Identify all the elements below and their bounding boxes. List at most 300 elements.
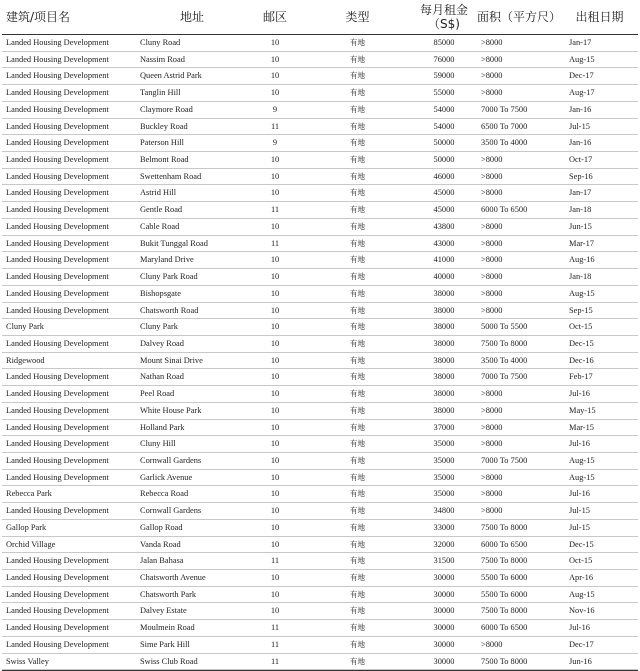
cell-district: 10	[270, 539, 280, 549]
cell-address: Tanglin Hill	[140, 88, 181, 98]
cell-type: 有地	[349, 539, 366, 549]
cell-type: 有地	[349, 188, 366, 198]
table-body	[2, 35, 638, 670]
cell-type: 有地	[349, 389, 366, 399]
cell-area: 3500 To 4000	[481, 355, 528, 365]
table-row	[2, 118, 638, 135]
cell-lease-date: Jan-18	[569, 205, 592, 215]
cell-monthly-rent: 30000	[433, 639, 455, 649]
cell-type: 有地	[349, 104, 366, 114]
cell-district: 10	[270, 188, 280, 198]
cell-district: 9	[272, 104, 278, 114]
cell-lease-date: Sep-15	[569, 305, 593, 315]
cell-district: 10	[270, 221, 280, 231]
cell-district: 10	[270, 322, 280, 332]
cell-type: 有地	[349, 205, 366, 215]
cell-lease-date: Dec-17	[569, 71, 594, 81]
cell-project-name: Landed Housing Development	[6, 255, 109, 265]
cell-district: 10	[270, 38, 280, 47]
cell-address: Cluny Park Road	[140, 272, 198, 282]
cell-lease-date: Dec-16	[569, 355, 594, 365]
cell-address: Buckley Road	[140, 121, 188, 131]
cell-monthly-rent: 30000	[433, 623, 455, 633]
cell-address: Peel Road	[140, 389, 175, 399]
cell-area: 3500 To 4000	[481, 138, 528, 148]
table-row	[2, 168, 638, 185]
cell-lease-date: Dec-15	[569, 338, 594, 348]
cell-address: Mount Sinai Drive	[140, 355, 203, 365]
cell-address: Swettenham Road	[140, 171, 202, 181]
cell-district: 11	[270, 639, 280, 649]
table-row	[2, 620, 638, 637]
cell-district: 10	[270, 389, 280, 399]
cell-monthly-rent: 32000	[433, 539, 455, 549]
cell-area: >8000	[481, 54, 503, 64]
cell-project-name: Landed Housing Development	[6, 405, 109, 415]
cell-lease-date: Jan-16	[569, 104, 592, 114]
cell-address: Sime Park Hill	[140, 639, 190, 649]
cell-lease-date: Aug-15	[569, 54, 595, 64]
cell-district: 10	[270, 589, 280, 599]
cell-monthly-rent: 30000	[433, 606, 455, 616]
cell-type: 有地	[349, 272, 366, 282]
cell-project-name: Landed Housing Development	[6, 171, 109, 181]
cell-type: 有地	[349, 405, 366, 415]
table-row	[2, 570, 638, 587]
cell-address: Paterson Hill	[140, 138, 184, 148]
table-row	[2, 436, 638, 453]
cell-monthly-rent: 54000	[433, 121, 455, 131]
cell-address: Swiss Club Road	[140, 656, 198, 666]
cell-area: >8000	[481, 171, 503, 181]
table-row	[2, 586, 638, 603]
cell-lease-date: Oct-15	[569, 322, 593, 332]
cell-lease-date: Jan-17	[569, 38, 592, 47]
cell-address: Cable Road	[140, 221, 180, 231]
cell-monthly-rent: 50000	[433, 138, 455, 148]
cell-area: >8000	[481, 422, 503, 432]
cell-district: 9	[272, 138, 278, 148]
cell-address: White House Park	[140, 405, 202, 415]
table-row	[2, 486, 638, 503]
table-row	[2, 503, 638, 520]
cell-area: 6000 To 6500	[481, 539, 528, 549]
cell-address: Cluny Park	[140, 322, 178, 332]
table-row	[2, 335, 638, 352]
table-row	[2, 152, 638, 169]
cell-project-name: Cluny Park	[6, 322, 44, 332]
cell-district: 10	[270, 573, 280, 582]
cell-district: 10	[270, 272, 280, 282]
cell-monthly-rent: 38000	[433, 288, 455, 298]
table-row	[2, 452, 638, 469]
header-monthly-rent: 每月租金（S$)	[411, 0, 477, 35]
cell-lease-date: Apr-16	[569, 573, 594, 582]
cell-address: Cluny Road	[140, 38, 181, 47]
table-row	[2, 553, 638, 570]
cell-project-name: Landed Housing Development	[6, 288, 109, 298]
cell-district: 10	[270, 171, 280, 181]
header-project-name: 建筑/项目名	[2, 0, 138, 35]
cell-project-name: Landed Housing Development	[6, 88, 109, 98]
cell-type: 有地	[349, 422, 366, 432]
cell-lease-date: Jan-18	[569, 272, 592, 282]
cell-area: 7000 To 7500	[481, 455, 528, 465]
cell-area: >8000	[481, 489, 503, 499]
cell-address: Gallop Road	[140, 522, 183, 532]
cell-lease-date: Jul-16	[569, 489, 590, 499]
cell-monthly-rent: 38000	[433, 372, 455, 382]
cell-project-name: Landed Housing Development	[6, 623, 109, 633]
cell-monthly-rent: 37000	[433, 422, 455, 432]
cell-type: 有地	[349, 472, 366, 482]
cell-area: 7500 To 8000	[481, 338, 528, 348]
cell-area: >8000	[481, 506, 503, 516]
cell-monthly-rent: 30000	[433, 573, 455, 582]
table-row	[2, 536, 638, 553]
table-row	[2, 402, 638, 419]
cell-district: 10	[270, 439, 280, 449]
header-address: 地址	[138, 0, 246, 35]
cell-monthly-rent: 30000	[433, 656, 455, 666]
cell-lease-date: Jul-15	[569, 506, 590, 516]
cell-address: Dalvey Road	[140, 338, 184, 348]
cell-type: 有地	[349, 573, 366, 582]
cell-area: >8000	[481, 188, 503, 198]
cell-area: 5000 To 5500	[481, 322, 528, 332]
cell-monthly-rent: 35000	[433, 439, 455, 449]
cell-address: Chatsworth Road	[140, 305, 199, 315]
cell-project-name: Landed Housing Development	[6, 238, 109, 248]
cell-type: 有地	[349, 38, 366, 47]
cell-district: 10	[270, 472, 280, 482]
cell-area: >8000	[481, 639, 503, 649]
cell-type: 有地	[349, 489, 366, 499]
cell-address: Bukit Tunggal Road	[140, 238, 208, 248]
cell-type: 有地	[349, 238, 366, 248]
cell-project-name: Landed Housing Development	[6, 439, 109, 449]
table-row	[2, 285, 638, 302]
cell-monthly-rent: 50000	[433, 155, 455, 165]
cell-project-name: Gallop Park	[6, 522, 47, 532]
cell-lease-date: Jul-16	[569, 389, 590, 399]
cell-lease-date: Sep-16	[569, 171, 593, 181]
cell-project-name: Landed Housing Development	[6, 455, 109, 465]
cell-district: 10	[270, 455, 280, 465]
cell-district: 10	[270, 372, 280, 382]
cell-type: 有地	[349, 372, 366, 382]
cell-district: 10	[270, 255, 280, 265]
cell-lease-date: Jun-16	[569, 656, 592, 666]
cell-address: Jalan Bahasa	[140, 556, 184, 566]
cell-type: 有地	[349, 155, 366, 165]
cell-project-name: Landed Housing Development	[6, 372, 109, 382]
cell-area: 7500 To 8000	[481, 522, 528, 532]
cell-project-name: Landed Housing Development	[6, 155, 109, 165]
cell-district: 10	[270, 489, 280, 499]
cell-lease-date: Aug-15	[569, 455, 595, 465]
cell-project-name: Landed Housing Development	[6, 138, 109, 148]
cell-project-name: Rebecca Park	[6, 489, 52, 499]
cell-area: 7500 To 8000	[481, 656, 528, 666]
cell-address: Dalvey Estate	[140, 606, 187, 616]
cell-monthly-rent: 59000	[433, 71, 455, 81]
cell-lease-date: Jan-16	[569, 138, 592, 148]
table-row	[2, 603, 638, 620]
cell-district: 11	[270, 238, 280, 248]
table-row	[2, 85, 638, 102]
cell-area: >8000	[481, 88, 503, 98]
cell-monthly-rent: 35000	[433, 472, 455, 482]
cell-lease-date: Aug-17	[569, 88, 595, 98]
cell-project-name: Landed Housing Development	[6, 71, 109, 81]
cell-project-name: Landed Housing Development	[6, 606, 109, 616]
cell-type: 有地	[349, 88, 366, 98]
cell-area: 6500 To 7000	[481, 121, 528, 131]
cell-monthly-rent: 34800	[433, 506, 455, 516]
cell-lease-date: Dec-17	[569, 639, 594, 649]
cell-address: Garlick Avenue	[140, 472, 193, 482]
cell-address: Astrid Hill	[140, 188, 177, 198]
table-row	[2, 469, 638, 486]
cell-district: 11	[270, 623, 280, 633]
cell-type: 有地	[349, 305, 366, 315]
table-row	[2, 369, 638, 386]
cell-monthly-rent: 38000	[433, 305, 455, 315]
cell-project-name: Landed Housing Development	[6, 305, 109, 315]
cell-type: 有地	[349, 221, 366, 231]
cell-type: 有地	[349, 54, 366, 64]
cell-address: Cornwall Gardens	[140, 506, 202, 516]
cell-area: >8000	[481, 305, 503, 315]
cell-monthly-rent: 45000	[433, 205, 455, 215]
table-row	[2, 352, 638, 369]
cell-address: Holland Park	[140, 422, 185, 432]
cell-project-name: Swiss Valley	[6, 656, 49, 666]
cell-monthly-rent: 40000	[433, 272, 455, 282]
cell-project-name: Landed Housing Development	[6, 272, 109, 282]
cell-district: 10	[270, 522, 280, 532]
cell-area: >8000	[481, 439, 503, 449]
header-area: 面积（平方尺）	[477, 0, 561, 35]
cell-type: 有地	[349, 338, 366, 348]
cell-district: 11	[270, 656, 280, 666]
cell-district: 10	[270, 54, 280, 64]
cell-lease-date: Aug-15	[569, 589, 595, 599]
table-row	[2, 51, 638, 68]
cell-area: >8000	[481, 472, 503, 482]
cell-monthly-rent: 54000	[433, 104, 455, 114]
cell-address: Vanda Road	[140, 539, 181, 549]
cell-district: 10	[270, 88, 280, 98]
cell-type: 有地	[349, 639, 366, 649]
cell-district: 11	[270, 205, 280, 215]
cell-district: 10	[270, 506, 280, 516]
cell-area: >8000	[481, 155, 503, 165]
cell-monthly-rent: 45000	[433, 188, 455, 198]
cell-type: 有地	[349, 522, 366, 532]
cell-project-name: Landed Housing Development	[6, 639, 109, 649]
cell-area: 5500 To 6000	[481, 589, 528, 599]
cell-project-name: Ridgewood	[6, 355, 45, 365]
cell-project-name: Landed Housing Development	[6, 589, 109, 599]
cell-area: 6000 To 6500	[481, 623, 528, 633]
cell-area: 7000 To 7500	[481, 104, 528, 114]
cell-lease-date: Oct-17	[569, 155, 593, 165]
cell-lease-date: Jun-15	[569, 221, 592, 231]
cell-district: 10	[270, 71, 280, 81]
cell-project-name: Landed Housing Development	[6, 506, 109, 516]
cell-monthly-rent: 30000	[433, 589, 455, 599]
cell-monthly-rent: 43800	[433, 221, 455, 231]
cell-type: 有地	[349, 606, 366, 616]
cell-district: 10	[270, 305, 280, 315]
cell-type: 有地	[349, 121, 366, 131]
cell-district: 10	[270, 288, 280, 298]
cell-monthly-rent: 38000	[433, 389, 455, 399]
cell-lease-date: Jul-15	[569, 522, 590, 532]
cell-lease-date: Dec-15	[569, 539, 594, 549]
cell-area: >8000	[481, 272, 503, 282]
cell-monthly-rent: 35000	[433, 489, 455, 499]
cell-monthly-rent: 31500	[433, 556, 455, 566]
cell-address: Cluny Hill	[140, 439, 176, 449]
table-row	[2, 269, 638, 286]
table-row	[2, 252, 638, 269]
cell-area: >8000	[481, 221, 503, 231]
cell-monthly-rent: 76000	[433, 54, 455, 64]
cell-address: Nathan Road	[140, 372, 184, 382]
cell-project-name: Landed Housing Development	[6, 104, 109, 114]
cell-address: Cornwall Gardens	[140, 455, 202, 465]
table-row	[2, 636, 638, 653]
cell-type: 有地	[349, 439, 366, 449]
cell-lease-date: May-15	[569, 405, 596, 415]
cell-lease-date: Mar-17	[569, 238, 594, 248]
cell-district: 10	[270, 405, 280, 415]
table-row	[2, 101, 638, 118]
cell-lease-date: Oct-15	[569, 556, 593, 566]
table-row	[2, 653, 638, 670]
cell-area: >8000	[481, 288, 503, 298]
table-row	[2, 35, 638, 52]
cell-project-name: Landed Housing Development	[6, 188, 109, 198]
cell-project-name: Landed Housing Development	[6, 556, 109, 566]
cell-monthly-rent: 85000	[433, 38, 455, 47]
cell-project-name: Landed Housing Development	[6, 573, 109, 582]
cell-area: 7500 To 8000	[481, 606, 528, 616]
cell-area: >8000	[481, 405, 503, 415]
cell-type: 有地	[349, 288, 366, 298]
table-row	[2, 218, 638, 235]
cell-lease-date: Aug-16	[569, 255, 595, 265]
cell-monthly-rent: 41000	[433, 255, 455, 265]
cell-monthly-rent: 38000	[433, 322, 455, 332]
cell-address: Claymore Road	[140, 104, 193, 114]
table-row	[2, 319, 638, 336]
cell-district: 10	[270, 355, 280, 365]
cell-monthly-rent: 38000	[433, 355, 455, 365]
cell-type: 有地	[349, 455, 366, 465]
cell-address: Gentle Road	[140, 205, 183, 215]
cell-project-name: Landed Housing Development	[6, 422, 109, 432]
cell-address: Bishopsgate	[140, 288, 181, 298]
cell-district: 10	[270, 606, 280, 616]
header-type: 类型	[304, 0, 411, 35]
cell-type: 有地	[349, 71, 366, 81]
cell-type: 有地	[349, 656, 366, 666]
cell-address: Nassim Road	[140, 54, 185, 64]
cell-lease-date: Jul-16	[569, 623, 590, 633]
cell-area: >8000	[481, 389, 503, 399]
cell-address: Chatsworth Avenue	[140, 573, 206, 582]
cell-district: 10	[270, 422, 280, 432]
cell-lease-date: Mar-15	[569, 422, 594, 432]
cell-project-name: Landed Housing Development	[6, 54, 109, 64]
cell-type: 有地	[349, 138, 366, 148]
cell-monthly-rent: 46000	[433, 171, 455, 181]
cell-district: 11	[270, 556, 280, 566]
cell-lease-date: Feb-17	[569, 372, 593, 382]
cell-type: 有地	[349, 506, 366, 516]
cell-type: 有地	[349, 589, 366, 599]
table-row	[2, 519, 638, 536]
cell-project-name: Landed Housing Development	[6, 338, 109, 348]
table-row	[2, 185, 638, 202]
table-row	[2, 68, 638, 85]
cell-type: 有地	[349, 322, 366, 332]
cell-address: Chatsworth Park	[140, 589, 197, 599]
cell-monthly-rent: 38000	[433, 405, 455, 415]
cell-project-name: Landed Housing Development	[6, 221, 109, 231]
table-row	[2, 135, 638, 152]
cell-project-name: Landed Housing Development	[6, 38, 109, 47]
cell-project-name: Landed Housing Development	[6, 205, 109, 215]
cell-lease-date: Nov-16	[569, 606, 595, 616]
cell-address: Moulmein Road	[140, 623, 195, 633]
cell-monthly-rent: 35000	[433, 455, 455, 465]
table-row	[2, 386, 638, 403]
cell-monthly-rent: 33000	[433, 522, 455, 532]
cell-monthly-rent: 38000	[433, 338, 455, 348]
cell-lease-date: Aug-15	[569, 288, 595, 298]
cell-area: >8000	[481, 38, 503, 47]
cell-area: 6000 To 6500	[481, 205, 528, 215]
table-row	[2, 302, 638, 319]
cell-area: 7000 To 7500	[481, 372, 528, 382]
cell-lease-date: Jul-16	[569, 439, 590, 449]
cell-lease-date: Jan-17	[569, 188, 592, 198]
header-lease-date: 出租日期	[561, 0, 638, 35]
cell-district: 10	[270, 155, 280, 165]
cell-lease-date: Jul-15	[569, 121, 590, 131]
cell-project-name: Landed Housing Development	[6, 121, 109, 131]
cell-area: >8000	[481, 255, 503, 265]
cell-lease-date: Aug-15	[569, 472, 595, 482]
cell-address: Queen Astrid Park	[140, 71, 202, 81]
cell-type: 有地	[349, 171, 366, 181]
rental-table	[2, 0, 638, 670]
cell-project-name: Landed Housing Development	[6, 472, 109, 482]
cell-district: 11	[270, 121, 280, 131]
cell-type: 有地	[349, 355, 366, 365]
table-row	[2, 419, 638, 436]
cell-area: 5500 To 6000	[481, 573, 528, 582]
cell-area: >8000	[481, 238, 503, 248]
cell-type: 有地	[349, 255, 366, 265]
cell-area: 7500 To 8000	[481, 556, 528, 566]
cell-address: Rebecca Road	[140, 489, 189, 499]
